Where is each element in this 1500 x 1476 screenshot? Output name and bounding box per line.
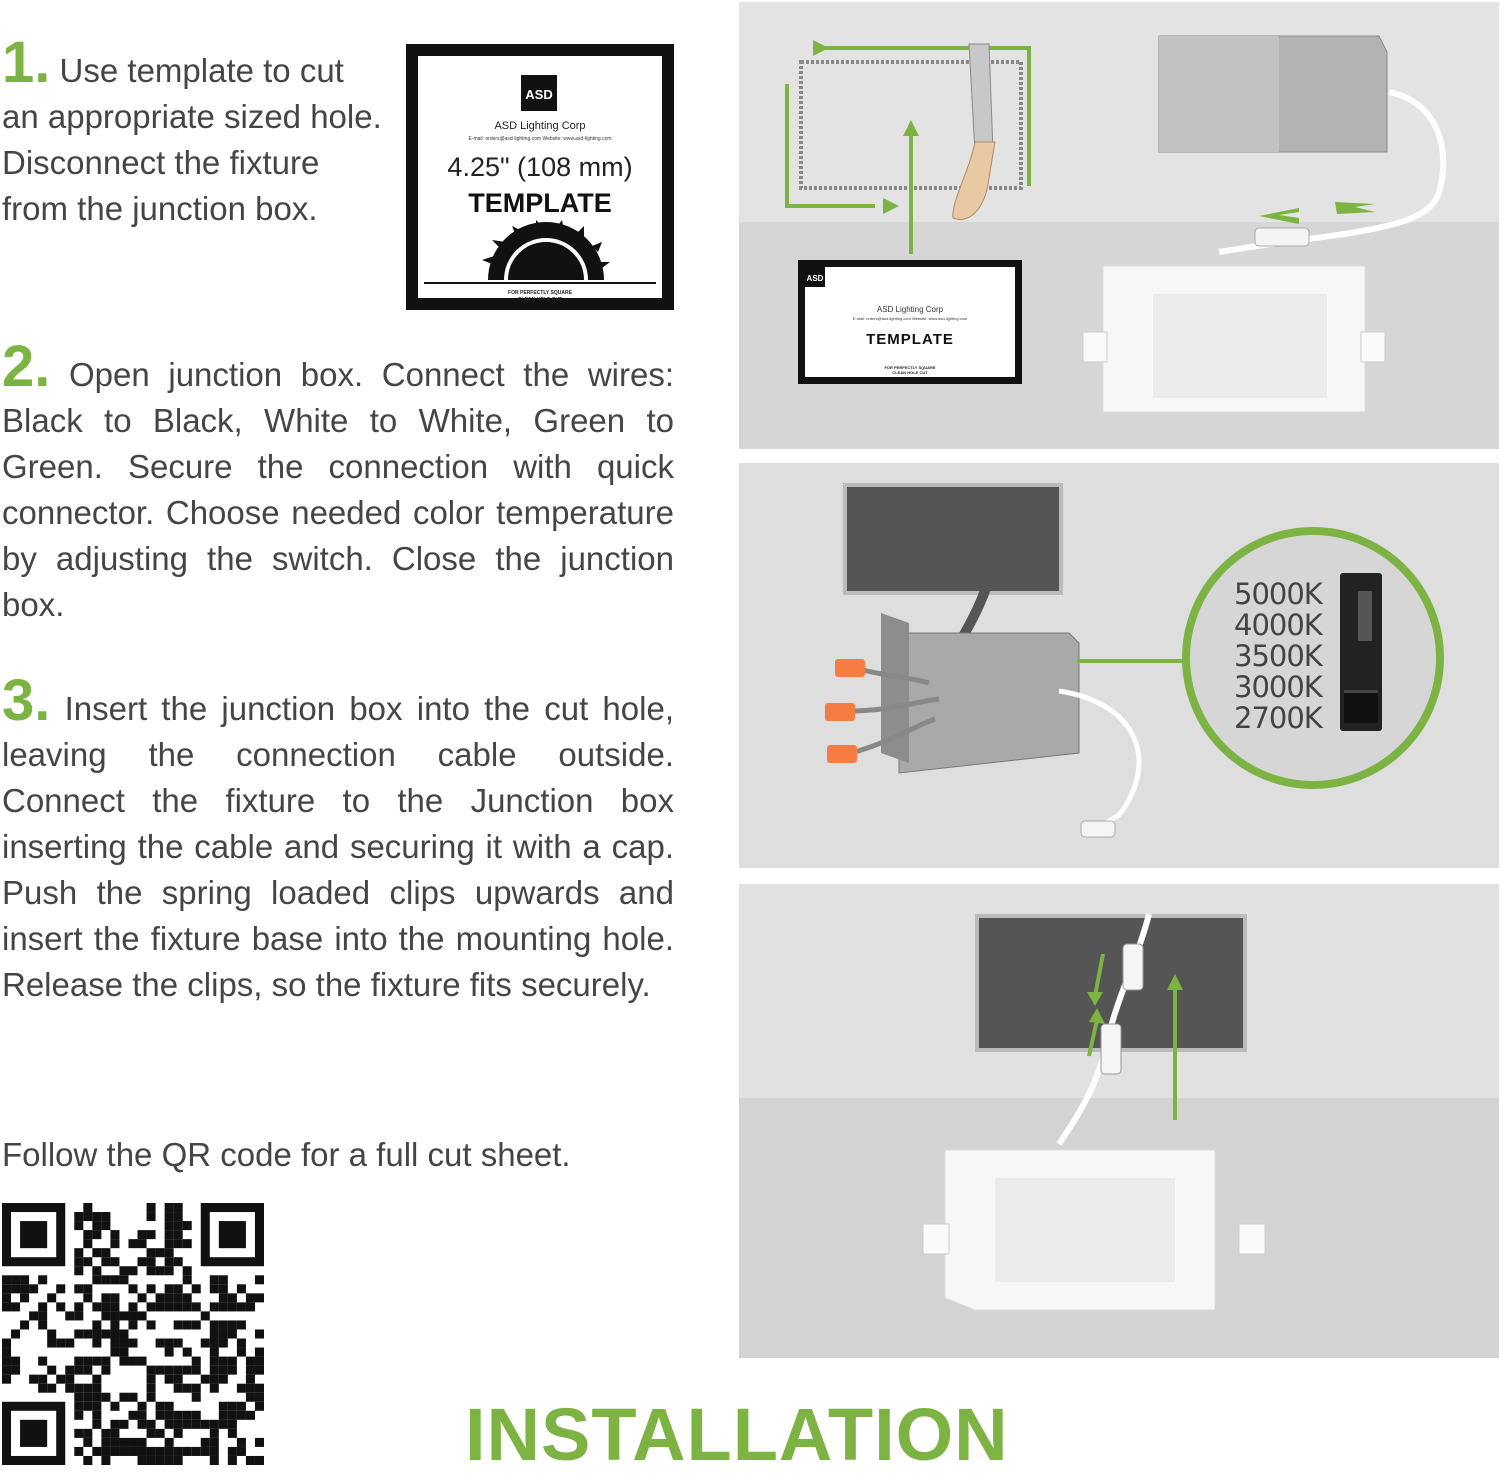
page-title: INSTALLATION	[465, 1393, 1009, 1476]
step-number: 2.	[2, 334, 51, 399]
template-footer	[418, 290, 662, 304]
footer-line: FOR PERFECTLY SQUARE	[884, 365, 936, 370]
qr-note: Follow the QR code for a full cut sheet.	[2, 1136, 571, 1173]
asd-logo	[805, 267, 825, 287]
illustration-cut-hole	[739, 2, 1499, 449]
saw-blade-icon	[478, 220, 614, 280]
step-1	[2, 30, 382, 232]
company-contact: E-mail: orders@asd-lighting.com Website: www.asd-lighting.com	[852, 316, 968, 321]
template-size: 4.25" (108 mm)	[447, 152, 633, 182]
company-name: ASD Lighting Corp	[494, 120, 586, 132]
cct-switch-zoom	[1182, 527, 1444, 789]
cct-slider-switch	[1340, 573, 1382, 731]
company-contact: E-mail: orders@asd-lighting.com Website: www.asd-lighting.com	[468, 136, 612, 142]
asd-logo	[520, 74, 558, 112]
cct-option: 3000K	[1234, 670, 1322, 704]
cct-option: 4000K	[1234, 608, 1322, 642]
step-number: 1.	[2, 30, 51, 95]
template-label: TEMPLATE	[866, 331, 954, 348]
template-footer	[805, 365, 1015, 375]
svg-text:ASD: ASD	[525, 87, 553, 102]
cct-option: 2700K	[1234, 701, 1322, 735]
cct-options	[1234, 579, 1322, 734]
cct-option: 5000K	[1234, 577, 1322, 611]
mini-template-card	[798, 260, 1022, 384]
illustration-insert-fixture	[739, 884, 1499, 1358]
company-name: ASD Lighting Corp	[876, 305, 944, 314]
footer-line: CLEAN HOLE CUT	[892, 370, 928, 375]
step-text: Use template to cut an appropriate sized hole. Disconnect the fixture from the junction box.	[2, 52, 382, 227]
template-card	[406, 44, 674, 310]
illustration-wiring	[739, 463, 1499, 868]
divider	[424, 282, 656, 284]
cct-option: 3500K	[1234, 639, 1322, 673]
footer-line: CLEAN HOLE CUT	[517, 297, 563, 303]
template-label: TEMPLATE	[468, 188, 612, 218]
qr-code-icon[interactable]	[2, 1203, 264, 1465]
step-number: 3.	[2, 668, 51, 733]
footer-line: FOR PERFECTLY SQUARE	[508, 290, 572, 296]
step-text: Insert the junction box into the cut hole, leaving the connection cable outside. Connect the fixture to the Junction box inserting the cable and securing it with a cap. Push the spring loaded clips upwards and insert the fixture base into the mounting hole. Release the clips, so the fixture fits securely.	[2, 690, 674, 1003]
step-text: Open junction box. Connect the wires: Black to Black, White to White, Green to Green. Secure the connection with quick connector. Choose needed color temperature by adjusting the switch. Close the junction box.	[2, 356, 674, 623]
svg-text:ASD: ASD	[806, 274, 824, 283]
step-3	[2, 668, 674, 1008]
step-2	[2, 334, 674, 628]
